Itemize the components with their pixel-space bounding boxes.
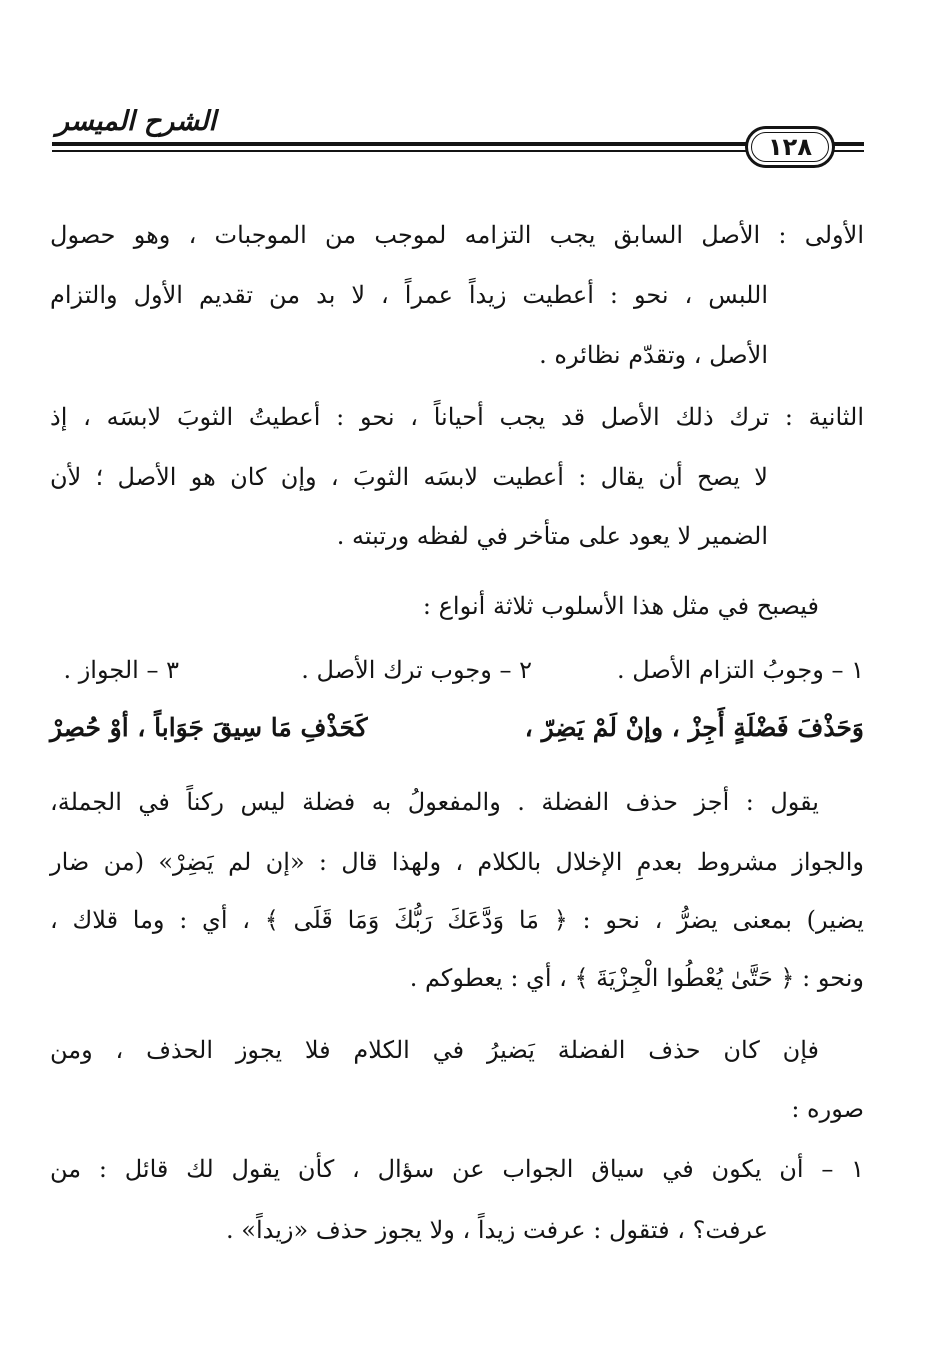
page-header xyxy=(40,100,864,180)
header-rule-right-thick xyxy=(830,142,864,146)
para5-line2: صوره : xyxy=(791,1095,864,1123)
verse-line xyxy=(50,715,864,749)
para6-line2: عرفت؟ ، فتقول : عرفت زيداً ، ولا يجوز حذف «زيداً» . xyxy=(226,1216,768,1244)
para6-line1: ١ – أن يكون في سياق الجواب عن سؤال ، كأن يقول لك قائل : من xyxy=(50,1155,864,1183)
para4-line3: يضير) بمعنى يضرُّ ، نحو : ﴿ مَا وَدَّعَكَ رَبُّكَ وَمَا قَلَى ﴾ ، أي : وما قلاك ، xyxy=(50,906,864,934)
para2-line2: لا يصح أن يقال : أعطيت لابسَه الثوبَ ، وإن كان هو الأصل ؛ لأن xyxy=(50,463,768,491)
para2-line3: الضمير لا يعود على متأخر في لفظه ورتبته . xyxy=(336,522,768,550)
header-rule-thick xyxy=(52,142,752,146)
page-number: ١٢٨ xyxy=(768,133,812,161)
para5-line1: فإن كان حذف الفضلة يَضيرُ في الكلام فلا يجوز الحذف ، ومن xyxy=(50,1036,819,1064)
header-rule-right-thin xyxy=(830,150,864,152)
book-title: الشرح الميسر xyxy=(56,106,217,137)
verse-first-hemistich: وَحَذْفَ فَضْلَةٍ أَجِزْ ، وإنْ لَمْ يَضِرّ ، xyxy=(524,713,864,742)
para4-line2: والجواز مشروط بعدمِ الإخلال بالكلام ، ولهذا قال : «إن لم يَضِرْ» (من ضار xyxy=(50,848,864,876)
para4-line4: ونحو : ﴿ حَتَّىٰ يُعْطُوا الْجِزْيَةَ ﴾ ، أي : يعطوكم . xyxy=(409,964,864,992)
para2-line1: الثانية : ترك ذلك الأصل قد يجب أحياناً ، نحو : أعطيتُ الثوبَ لابسَه ، إذ xyxy=(50,403,865,431)
para1-line1: الأولى : الأصل السابق يجب التزامه لموجب من الموجبات ، وهو حصول xyxy=(50,221,864,249)
verse-second-hemistich: كَحَذْفِ مَا سِيقَ جَوَاباً ، أوْ حُصِرْ xyxy=(50,713,368,742)
type-1: ١ – وجوبُ التزام الأصل . xyxy=(617,656,864,684)
type-3: ٣ – الجواز . xyxy=(63,656,179,684)
para4-line1: يقول : أجز حذف الفضلة . والمفعولُ به فضلة ليس ركناً في الجملة، xyxy=(50,788,819,816)
page-number-badge xyxy=(745,126,835,168)
para3-line1: فيصبح في مثل هذا الأسلوب ثلاثة أنواع : xyxy=(422,592,819,620)
header-rule-thin xyxy=(52,150,752,152)
para1-line2: اللبس ، نحو : أعطيت زيداً عمراً ، لا بد من تقديم الأول والتزام xyxy=(50,281,768,309)
type-2: ٢ – وجوب ترك الأصل . xyxy=(301,656,532,684)
para1-line3: الأصل ، وتقدّم نظائره . xyxy=(539,341,768,369)
types-list xyxy=(50,658,864,688)
